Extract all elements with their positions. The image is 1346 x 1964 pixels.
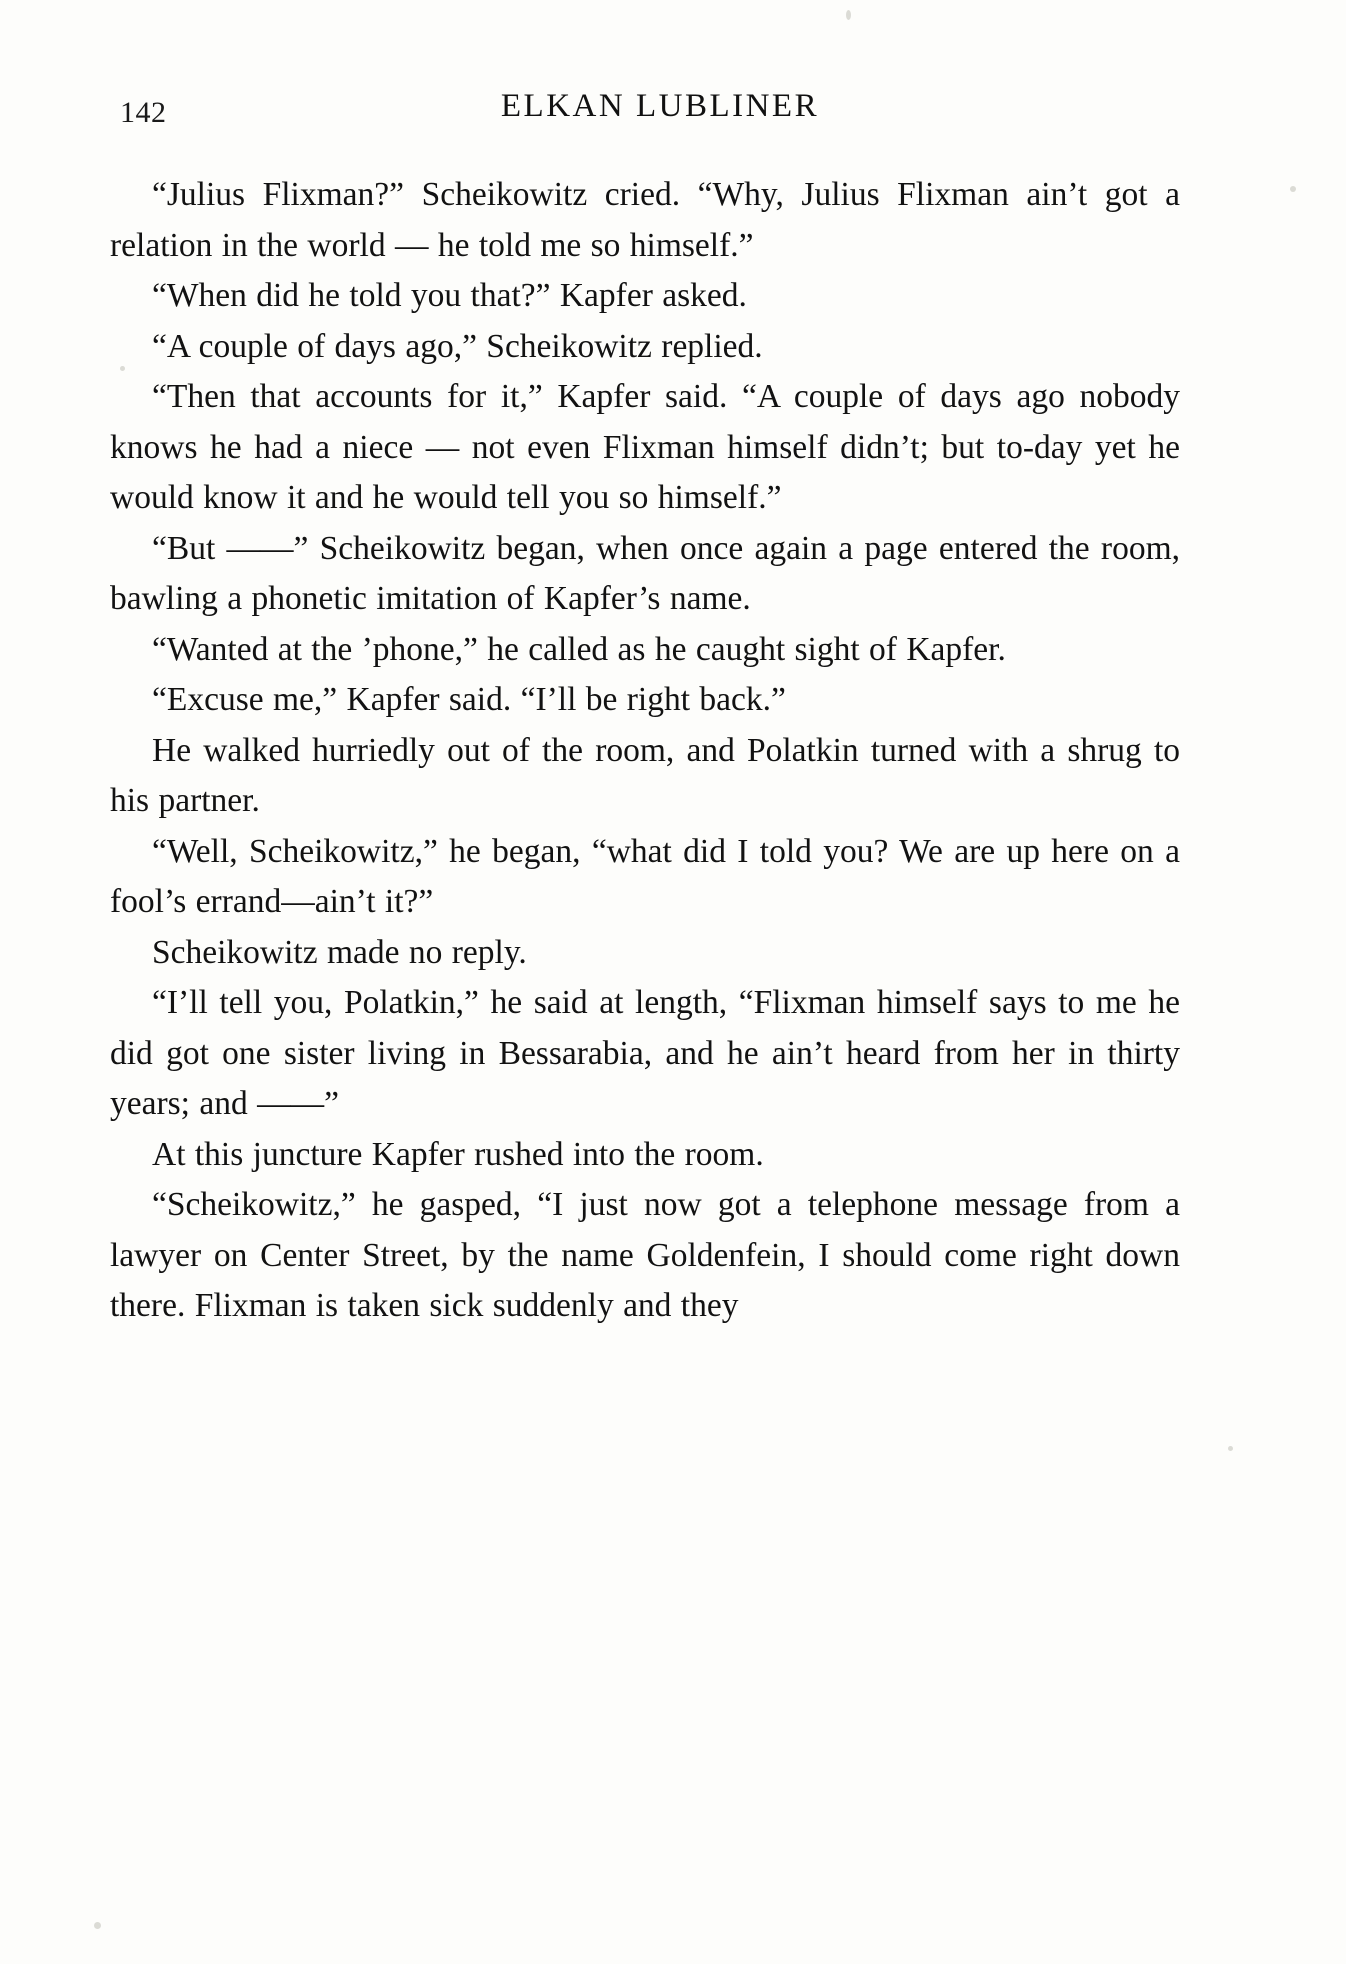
paragraph: “Then that accounts for it,” Kapfer said. “A couple of days ago nobody knows he had a niece — not even Flixman himself didn’t; but to-day yet he would know it and he would tell you so himself.”: [110, 378, 1180, 516]
paragraph: “I’ll tell you, Polatkin,” he said at length, “Flixman himself says to me he did got one sister living in Bessarabia, and he ain’t heard from her in thirty years; and ——”: [110, 984, 1180, 1122]
paragraph: “A couple of days ago,” Scheikowitz replied.: [152, 327, 763, 365]
paragraph: “But ——” Scheikowitz began, when once again a page entered the room, bawling a phonetic imitation of Kapfer’s name.: [110, 529, 1180, 617]
paragraph: “When did he told you that?” Kapfer asked.: [152, 277, 747, 314]
paragraph: “Wanted at the ’phone,” he called as he caught sight of Kapfer.: [152, 630, 1006, 668]
scan-speck: [1228, 1446, 1233, 1451]
scan-speck: [94, 1922, 101, 1929]
scan-speck: [1290, 186, 1296, 192]
paragraph: He walked hurriedly out of the room, and Polatkin turned with a shrug to his partner.: [110, 731, 1180, 819]
paragraph: At this juncture Kapfer rushed into the room.: [152, 1135, 764, 1173]
paragraph: “Excuse me,” Kapfer said. “I’ll be right back.”: [152, 681, 786, 718]
page-number: 142: [120, 96, 167, 129]
page-content: [110, 88, 1180, 1332]
paragraph: “Julius Flixman?” Scheikowitz cried. “Why, Julius Flixman ain’t got a relation in the world — he told me so himself.”: [110, 176, 1180, 264]
paragraph: “Well, Scheikowitz,” he began, “what did I told you? We are up here on a fool’s errand—ain’t it?”: [110, 832, 1180, 920]
scan-speck: [846, 10, 851, 20]
paragraph: “Scheikowitz,” he gasped, “I just now got a telephone message from a lawyer on Center Street, by the name Goldenfein, I should come right down there. Flixman is taken sick suddenly and they: [110, 1186, 1180, 1324]
book-title-header: ELKAN LUBLINER: [500, 88, 820, 124]
running-head: [110, 88, 1180, 146]
body-text: [110, 170, 1180, 1332]
paragraph: Scheikowitz made no reply.: [152, 933, 527, 971]
